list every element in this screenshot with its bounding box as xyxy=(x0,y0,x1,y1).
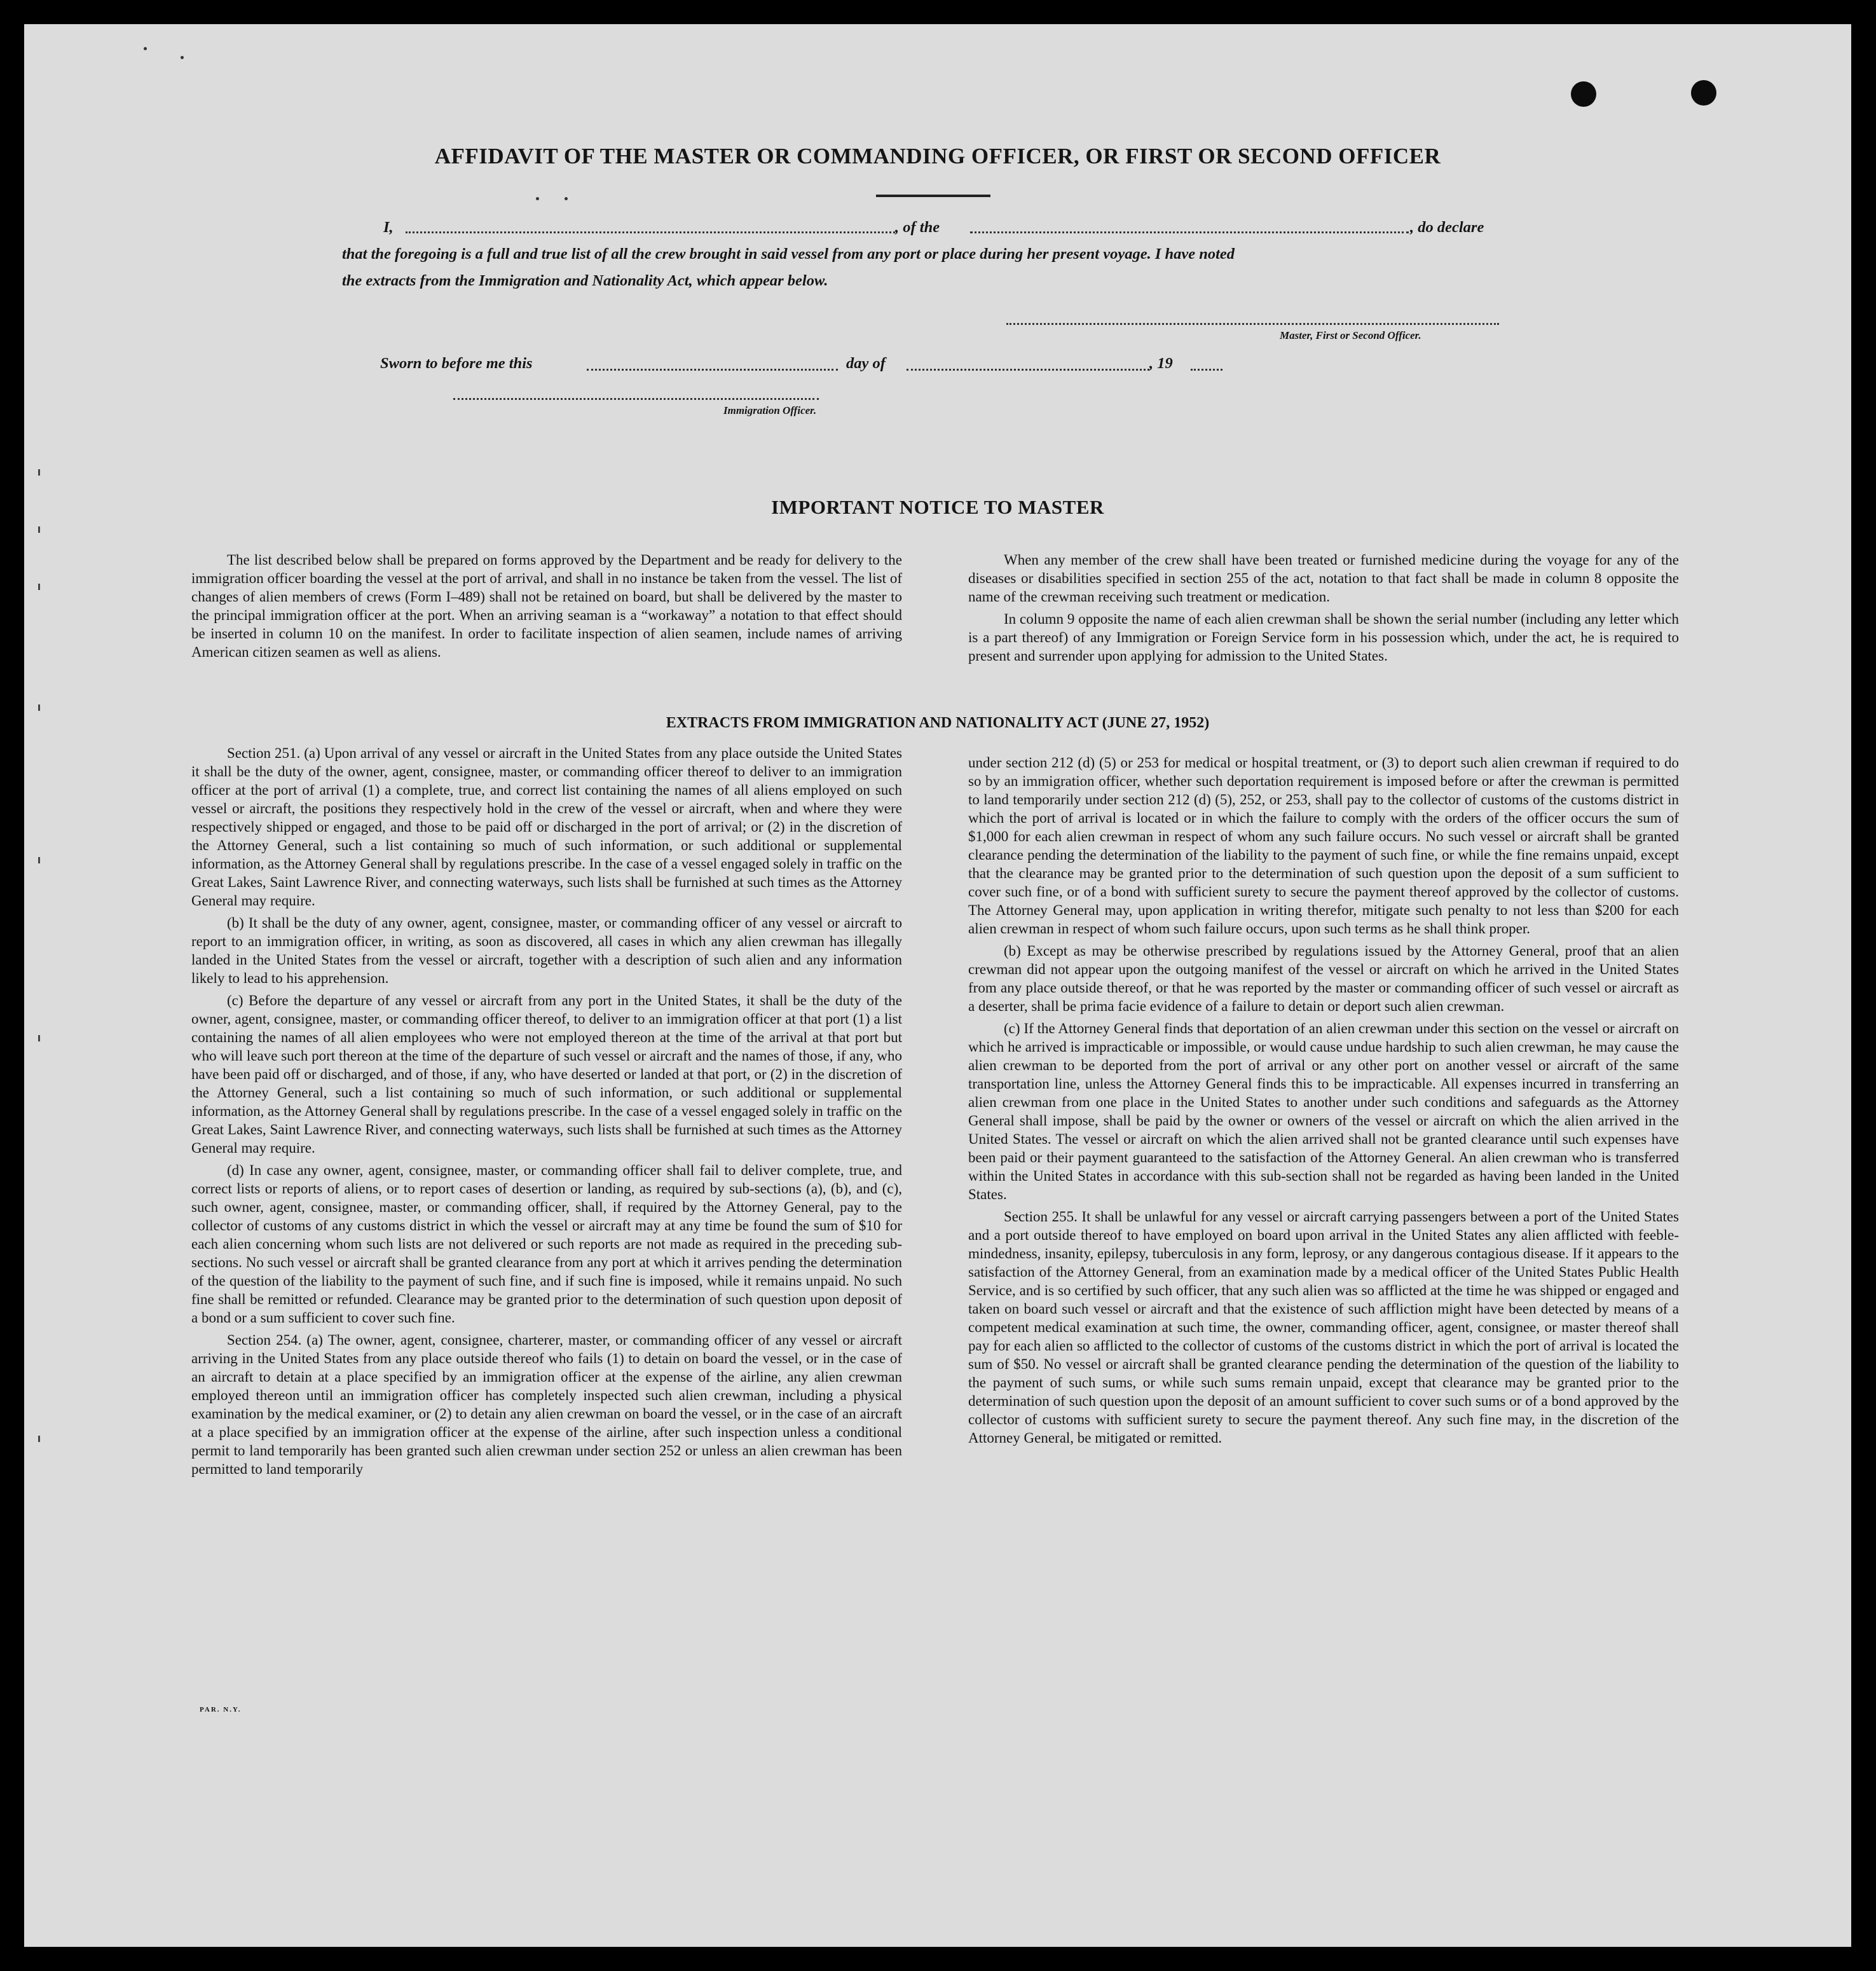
statute-paragraph: (c) If the Attorney General finds that deportation of an alien crewman under this section on the vessel or aircraft on which he arrived is impracticable or impossible, or would cause undue hardship to such alien crewman, he may cause the alien crewman to be deported from the port of arrival or any other port on another vessel or aircraft of the same transportation line, unless the Attorney General finds this to be impracticable. All expenses incurred in transferring an alien crewman from one place in the United States to another under such conditions and safeguards as the Attorney General shall impose, shall be paid by the owner or owners of the vessel or aircraft on which the alien arrived in the United States. The vessel or aircraft on which the alien arrived shall not be granted clearance until such expenses have been paid or their payment guaranteed to the satisfaction of the Attorney General. An alien crewman who is transferred within the United States in accordance with this sub-section shall not be regarded as having been landed in the United States. xyxy=(968,1020,1679,1202)
sworn-year-field[interactable] xyxy=(1191,369,1222,371)
affidavit-title: AFFIDAVIT OF THE MASTER OR COMMANDING OFFICER, OR FIRST OR SECOND OFFICER xyxy=(434,144,1441,168)
speck-mark xyxy=(144,47,147,50)
sworn-day-field[interactable] xyxy=(587,369,838,371)
notice-right-column xyxy=(968,551,1679,669)
sworn-label: Sworn to before me this xyxy=(380,355,533,372)
statute-paragraph: (b) It shall be the duty of any owner, agent, consignee, master, or commanding officer of any vessel or aircraft to report to an immigration officer, in writing, as soon as discovered, all cases in which any alien crewman has illegally landed in the United States from the vessel or aircraft, together with a description of such alien and any information likely to lead to his apprehension. xyxy=(191,915,902,986)
statute-paragraph: under section 212 (d) (5) or 253 for medical or hospital treatment, or (3) to deport such alien crewman if required to do so by an immigration officer, whether such deportation requirement is imposed before or after the crewman is permitted to land temporarily under section 212 (d) (5), 252, or 253, shall pay to the collector of customs of the customs district in which the port of arrival is located or in which the failure to comply with the orders of the officer occurs the sum of $1,000 for each alien crewman in respect of whom any such failure occurs. No such vessel or aircraft shall be granted clearance pending the determination of the liability to the payment of such fine, or while the fine remains unpaid, except that the clearance may be granted prior to the determination of such question upon the deposit of a sum sufficient to cover such fine, or of a bond with sufficient surety to secure the payment thereof approved by the collector of customs. The Attorney General may, upon application in writing therefor, mitigate such penalty to not less than $200 for each alien crewman in respect of whom such failure occurs, upon such terms as he shall think proper. xyxy=(968,755,1679,937)
declarant-label: I, xyxy=(383,219,394,236)
notice-title: IMPORTANT NOTICE TO MASTER xyxy=(771,496,1104,518)
extracts-left-column xyxy=(191,744,902,1482)
statute-paragraph: Section 254. (a) The owner, agent, consignee, charterer, master, or commanding officer of any vessel or aircraft arriving in the United States from any place outside thereof who fails (1) to detain on board the vessel, or in the case of an aircraft to detain at a place specified by an immigration officer at the expense of the airline, any alien crewman employed thereon until an immigration officer has completely inspected such alien crewman, including a physical examination by the medical examiner, or (2) to detain any alien crewman on board the vessel, or in the case of an aircraft at a place specified by an immigration officer at the expense of the airline, after such inspection unless a conditional permit to land temporarily has been granted such alien crewman under section 252 or unless an alien crewman has been permitted to land temporarily xyxy=(191,1332,902,1477)
affidavit-statement-line: the extracts from the Immigration and Nationality Act, which appear below. xyxy=(342,272,828,289)
edge-mark xyxy=(38,1436,40,1442)
punch-hole-left xyxy=(1571,81,1596,107)
statute-paragraph: (c) Before the departure of any vessel or aircraft from any port in the United States, it shall be the duty of the owner, agent, consignee, master, or commanding officer thereof, to deliver to an immigration officer at that port (1) a list containing the names of all alien employees who were not employed thereon at the time of the arrival at that port but who will leave such port thereon at the time of the departure of such vessel or aircraft and the names of those, if any, who have been paid off or discharged, and of those, if any, who have deserted or landed at that port, or (2) in the discretion of the Attorney General, such a list containing so much of such information, or such additional or supplemental information, as the Attorney General shall by regulations prescribe. In the case of a vessel engaged solely in traffic on the Great Lakes, Saint Lawrence River, and connecting waterways, such lists shall be furnished at such times as the Attorney General may require. xyxy=(191,992,902,1156)
year-label: , 19 xyxy=(1149,355,1173,372)
vessel-of-label: , of the xyxy=(895,219,940,236)
statute-paragraph: (d) In case any owner, agent, consignee, master, or commanding officer shall fail to deliver complete, true, and correct lists or reports of aliens, or to report cases of desertion or landing, as required by sub-sections (a), (b), and (c), such owner, agent, consignee, master, or commanding officer, shall, if required by the Attorney General, pay to the collector of customs of any customs district in which the vessel or aircraft may at any time be found the sum of $10 for each alien concerning whom such lists are not delivered or such reports are not made as required in the preceding sub-sections. No such vessel or aircraft shall be granted clearance from any port at which it arrives pending the determination of the question of the liability to the payment of such fine, and if such fine is imposed, while it remains unpaid. No such fine shall be remitted or refunded. Clearance may be granted prior to the determination of such question upon deposit of a bond or a sum sufficient to cover such fine. xyxy=(191,1162,902,1326)
master-signature-label: Master, First or Second Officer. xyxy=(1280,329,1421,341)
statute-paragraph: Section 255. It shall be unlawful for any vessel or aircraft carrying passengers between a port of the United States and a port outside thereof to have employed on board upon arrival in the United States any alien afflicted with feeble-mindedness, insanity, epilepsy, tuberculosis in any form, leprosy, or any dangerous contagious disease. If it appears to the satisfaction of the Attorney General, from an examination made by a medical officer of the United States Public Health Service, and is so certified by such officer, that any such alien was so afflicted at the time he was shipped or engaged and taken on board such vessel or aircraft and that the existence of such affliction might have been detected by means of a competent medical examination at such time, the owner, commanding officer, agent, consignee, or master thereof shall pay for each alien so afflicted to the collector of customs of the customs district in which the port of arrival is located the sum of $50. No vessel or aircraft shall be granted clearance pending the determination of the question of the liability to the payment of such sums, or while such sums remain unpaid, except that clearance may be granted prior to the determination of such question upon the deposit of an amount sufficient to cover such sums or of a bond approved by the collector of customs with sufficient surety to secure the payment thereof. Any such fine may, in the discretion of the Attorney General, be mitigated or remitted. xyxy=(968,1209,1679,1446)
edge-mark xyxy=(38,469,40,476)
sworn-month-field[interactable] xyxy=(907,369,1149,371)
master-signature-field[interactable] xyxy=(1006,323,1499,325)
edge-mark xyxy=(38,1035,40,1041)
statute-paragraph: (b) Except as may be otherwise prescribed by regulations issued by the Attorney General, proof that an alien crewman did not appear upon the outgoing manifest of the vessel or aircraft on which he arrived in the United States from any place outside thereof, or that he was reported by the master or commanding officer of such vessel or aircraft as a deserter, shall be prima facie evidence of a failure to detain or deport such alien crewman. xyxy=(968,943,1679,1014)
statute-paragraph: Section 251. (a) Upon arrival of any vessel or aircraft in the United States from any place outside the United States it shall be the duty of the owner, agent, consignee, master, or commanding officer thereof to deliver to an immigration officer at the port of arrival (1) a complete, true, and correct list containing the names of all aliens employed on such vessel or aircraft, the positions they respectively hold in the crew of the vessel or aircraft, when and where they were respectively shipped or engaged, and those to be paid off or discharged in the port of arrival; or (2) in the discretion of the Attorney General, such a list containing so much of such information, or such additional or supplemental information, as the Attorney General shall by regulations prescribe. In the case of a vessel engaged solely in traffic on the Great Lakes, Saint Lawrence River, and connecting waterways, such lists shall be furnished at such times as the Attorney General may require. xyxy=(191,745,902,909)
edge-mark xyxy=(38,704,40,711)
printer-mark: PAR. N.Y. xyxy=(200,1706,242,1713)
immigration-officer-signature-field[interactable] xyxy=(453,398,819,400)
speck-mark xyxy=(536,197,539,200)
immigration-officer-label: Immigration Officer. xyxy=(723,404,817,416)
title-rule xyxy=(876,195,990,197)
edge-mark xyxy=(38,584,40,590)
notice-left-column xyxy=(191,551,902,665)
extracts-right-column xyxy=(968,753,1679,1451)
punch-hole-right xyxy=(1691,80,1716,106)
speck-mark xyxy=(181,56,184,59)
vessel-name-field[interactable] xyxy=(970,231,1409,233)
edge-mark xyxy=(38,857,40,863)
day-of-label: day of xyxy=(846,355,886,372)
notice-paragraph: The list described below shall be prepared on forms approved by the Department and be ready for delivery to the immigration officer boarding the vessel at the port of arrival, and shall in no instance be taken from the vessel. The list of changes of alien members of crews (Form I–489) shall not be retained on board, but shall be delivered by the master to the principal immigration officer at the port. When an arriving seaman is a “workaway” a notation to that effect should be inserted in column 10 on the manifest. In order to facilitate inspection of alien seamen, include names of arriving American citizen seamen as well as aliens. xyxy=(191,552,902,660)
declarant-name-field[interactable] xyxy=(406,231,895,233)
notice-paragraph: In column 9 opposite the name of each alien crewman shall be shown the serial number (including any letter which is a part thereof) of any Immigration or Foreign Service form in his possession which, under the act, he is required to present and surrender upon applying for admission to the United States. xyxy=(968,611,1679,664)
extracts-title: EXTRACTS FROM IMMIGRATION AND NATIONALITY ACT (JUNE 27, 1952) xyxy=(666,715,1210,731)
affidavit-statement-line: that the foregoing is a full and true list of all the crew brought in said vessel from any port or place during her present voyage. I have noted xyxy=(342,245,1235,263)
declare-label: , do declare xyxy=(1410,219,1484,236)
document-page xyxy=(24,24,1851,1947)
notice-paragraph: When any member of the crew shall have been treated or furnished medicine during the voyage for any of the diseases or disabilities specified in section 255 of the act, notation to that fact shall be made in column 8 opposite the name of the crewman receiving such treatment or medication. xyxy=(968,552,1679,605)
edge-mark xyxy=(38,526,40,533)
speck-mark xyxy=(565,197,568,200)
